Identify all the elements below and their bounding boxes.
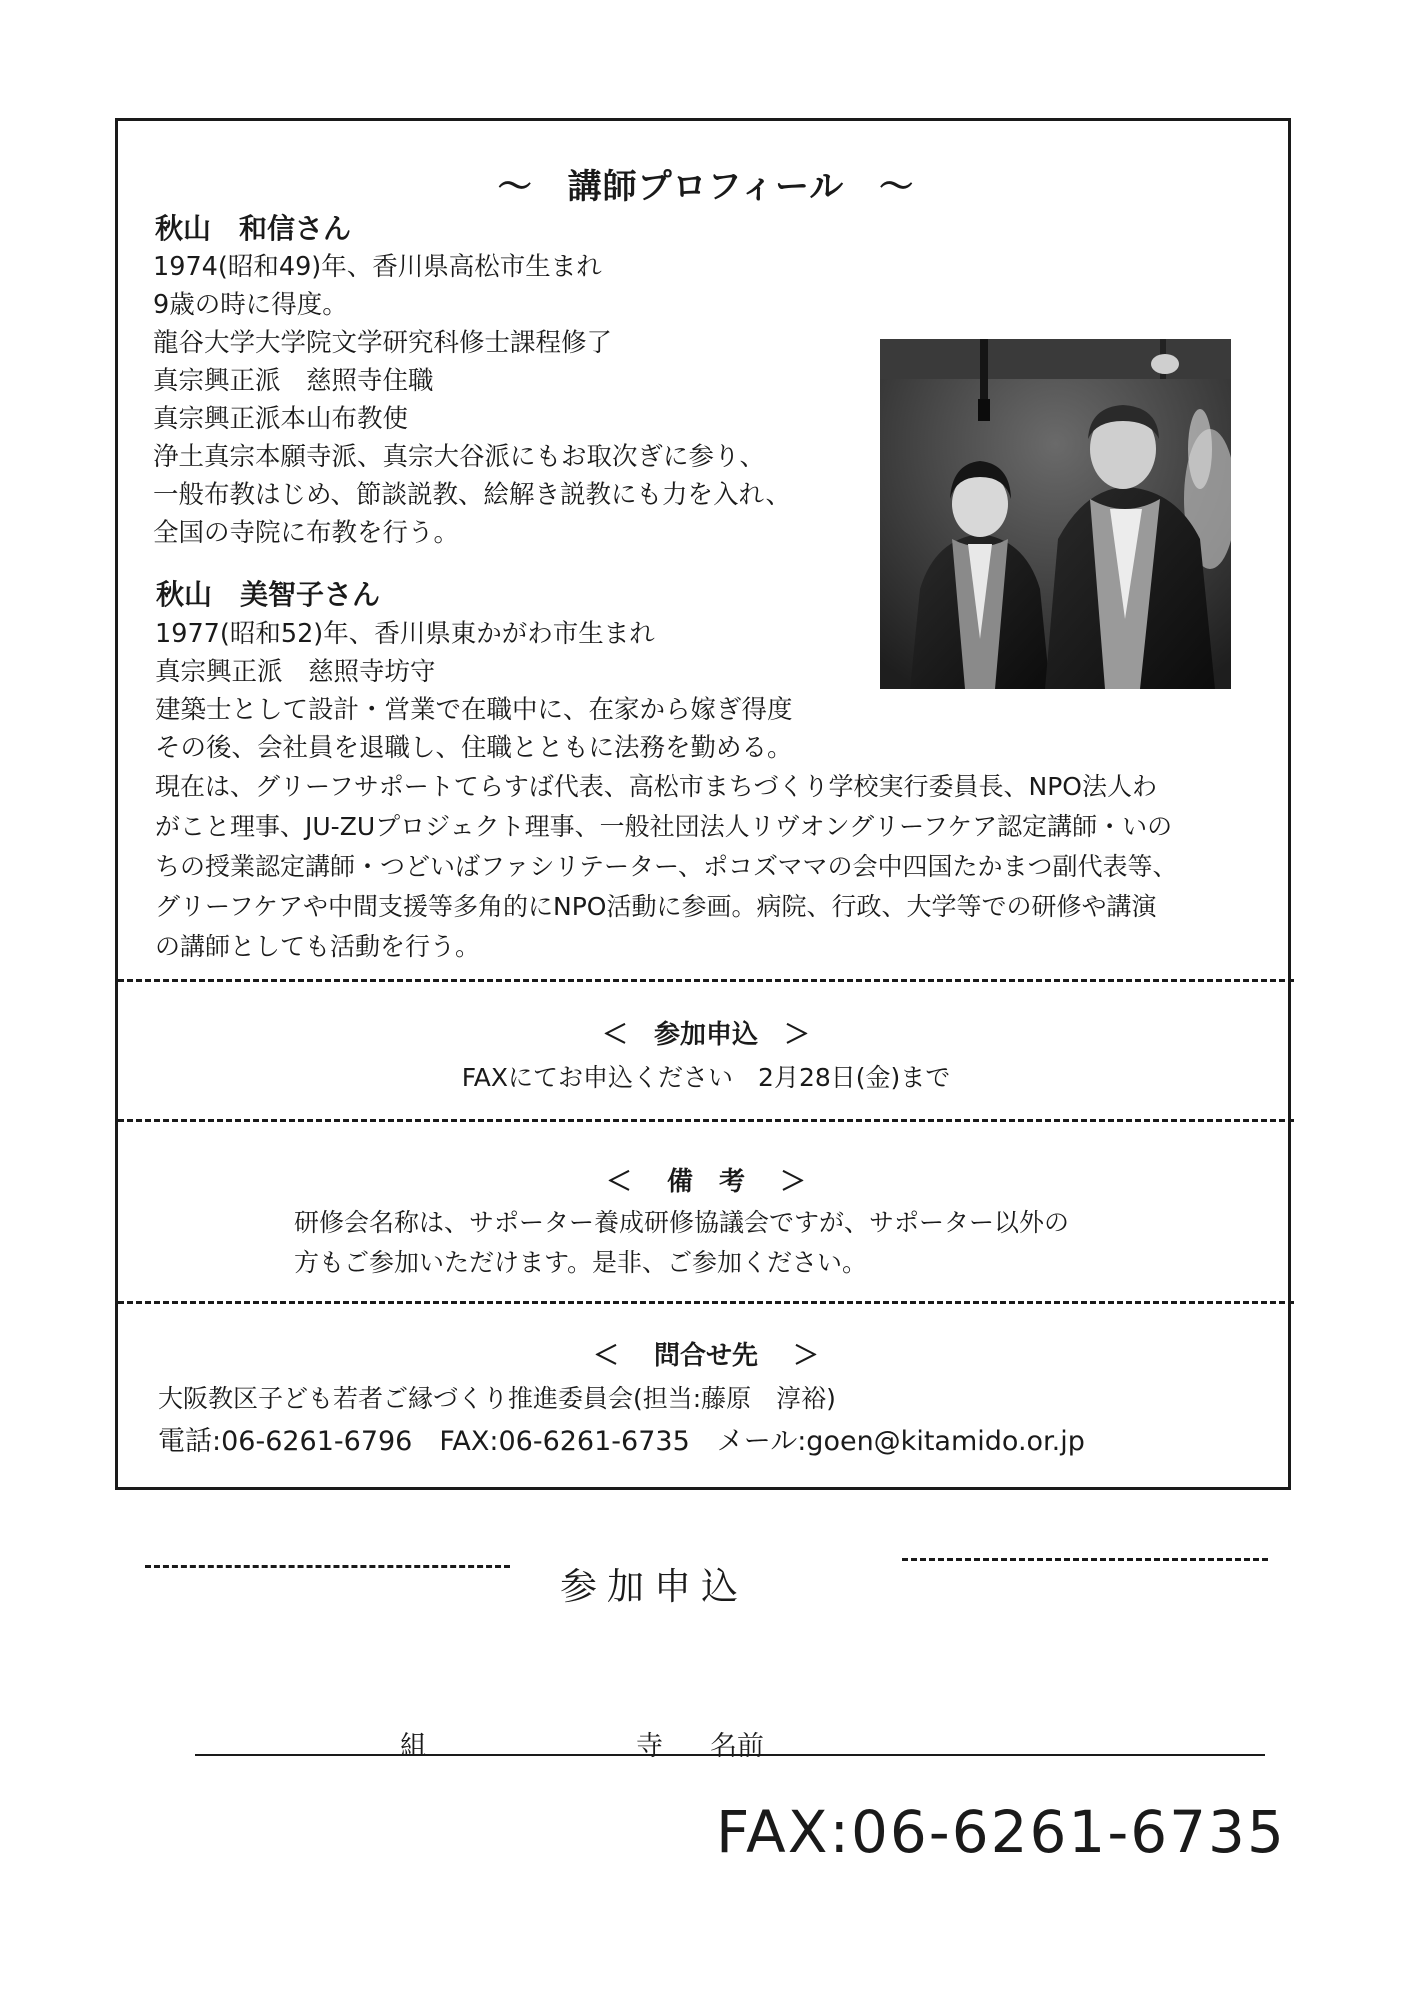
notes-line: 方もご参加いただけます。是非、ご参加ください。: [294, 1248, 868, 1277]
apply-heading: ＜ 参加申込 ＞: [601, 1020, 810, 1050]
speaker1-line: 9歳の時に得度。: [153, 290, 348, 320]
fax-number: FAX:06-6261-6735: [716, 1798, 1286, 1866]
notes-line: 研修会名称は、サポーター養成研修協議会ですが、サポーター以外の: [294, 1208, 1070, 1237]
apply-text: FAXにてお申込ください 2月28日(金)まで: [461, 1063, 951, 1092]
form-title: 参加申込: [560, 1565, 748, 1608]
form-label-kumi: 組: [400, 1731, 427, 1762]
speaker2-line: 建築士として設計・営業で在職中に、在家から嫁ぎ得度: [155, 695, 793, 725]
section-divider: [118, 1301, 1294, 1304]
speaker2-line: その後、会社員を退職し、住職とともに法務を勤める。: [155, 733, 793, 763]
section-divider: [118, 1119, 1294, 1122]
speaker2-wide-line: 現在は、グリーフサポートてらすば代表、高松市まちづくり学校実行委員長、NPO法人わ: [155, 772, 1157, 801]
speaker2-line: 1977(昭和52)年、香川県東かがわ市生まれ: [155, 619, 655, 649]
speaker1-name: 秋山 和信さん: [155, 212, 352, 245]
contact-org: 大阪教区子ども若者ご縁づくり推進委員会(担当:藤原 淳裕): [158, 1384, 836, 1413]
speaker1-line: 一般布教はじめ、節談説教、絵解き説教にも力を入れ、: [153, 480, 792, 510]
speaker1-line: 真宗興正派 慈照寺住職: [153, 366, 434, 396]
section-divider: [118, 979, 1294, 982]
speaker1-line: 全国の寺院に布教を行う。: [153, 518, 460, 548]
form-divider-left: [145, 1565, 510, 1568]
speaker2-wide-line: の講師としても活動を行う。: [155, 932, 481, 961]
speaker2-wide-line: がこと理事、JU-ZUプロジェクト理事、一般社団法人リヴオングリーフケア認定講師・いの: [155, 812, 1173, 841]
speaker1-line: 浄土真宗本願寺派、真宗大谷派にもお取次ぎに参り、: [153, 442, 766, 472]
speaker2-line: 真宗興正派 慈照寺坊守: [155, 657, 436, 687]
form-entry-line[interactable]: [195, 1754, 1265, 1756]
contact-phone: 電話:06-6261-6796 FAX:06-6261-6735 メール:goen@kitamido.or.jp: [158, 1426, 1085, 1457]
profile-title: ～ 講師プロフィール ～: [497, 167, 915, 207]
speaker2-wide-line: ちの授業認定講師・つどいばファシリテーター、ポコズママの会中四国たかまつ副代表等、: [155, 852, 1178, 881]
speaker2-wide-line: グリーフケアや中間支援等多角的にNPO活動に参画。病院、行政、大学等での研修や講演: [155, 892, 1157, 921]
speaker1-line: 1974(昭和49)年、香川県高松市生まれ: [153, 252, 602, 282]
contact-heading: ＜ 問合せ先 ＞: [592, 1341, 820, 1371]
speakers-photo: [880, 339, 1231, 689]
speaker1-line: 龍谷大学大学院文学研究科修士課程修了: [153, 328, 613, 358]
info-box: [115, 118, 1291, 1490]
speaker1-line: 真宗興正派本山布教使: [153, 404, 409, 434]
speaker2-name: 秋山 美智子さん: [156, 578, 381, 611]
form-divider-right: [902, 1558, 1268, 1561]
form-label-ji: 寺: [636, 1731, 663, 1762]
form-label-name: 名前: [710, 1731, 764, 1762]
notes-heading: ＜ 備 考 ＞: [605, 1167, 807, 1197]
